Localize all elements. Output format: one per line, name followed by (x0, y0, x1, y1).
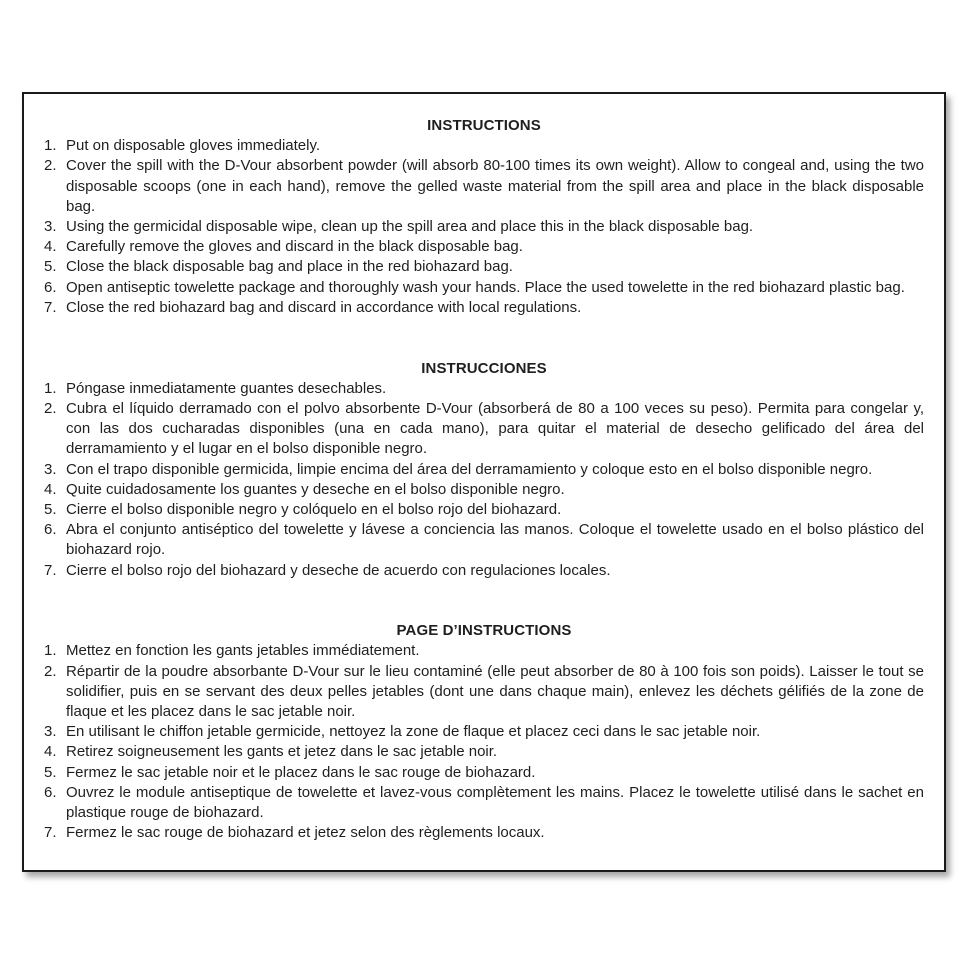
item-text: Mettez en fonction les gants jetables immédiatement. (66, 642, 420, 660)
instruction-list (44, 136, 924, 318)
list-item (44, 480, 924, 500)
item-text: Put on disposable gloves immediately. (66, 137, 321, 155)
item-number: 2. (44, 662, 57, 680)
item-text: Con el trapo disponible germicida, limpie encima del área del derramamiento y coloque esto en el bolso disponible negro. (66, 460, 873, 478)
list-item (44, 500, 924, 520)
section-english (44, 116, 924, 318)
item-number: 3. (44, 723, 57, 741)
item-text: Abra el conjunto antiséptico del towelette y lávese a conciencia las manos. Coloque el towelette usado en el bolso plástico del biohazard rojo. (66, 521, 924, 559)
item-text: Ouvrez le module antiseptique de towelette et lavez-vous complètement les mains. Placez le towelette utilisé dans le sachet en plastique rouge de biohazard. (66, 783, 924, 822)
item-text: Using the germicidal disposable wipe, clean up the spill area and place this in the black disposable bag. (66, 218, 754, 236)
list-item (44, 278, 924, 298)
item-text: Cierre el bolso rojo del biohazard y deseche de acuerdo con regulaciones locales. (66, 561, 611, 579)
list-item (44, 399, 924, 460)
instruction-card (22, 92, 946, 872)
item-number: 6. (44, 521, 57, 539)
item-number: 5. (44, 258, 57, 276)
item-text: Retirez soigneusement les gants et jetez dans le sac jetable noir. (66, 743, 498, 761)
item-text: Open antiseptic towelette package and thoroughly wash your hands. Place the used towelette in the red biohazard plastic bag. (66, 278, 905, 296)
section-title: INSTRUCCIONES (421, 359, 547, 377)
item-text: Cover the spill with the D-Vour absorbent powder (will absorb 80-100 times its own weight). Allow to congeal and, using the two disposable scoops (one in each hand), remove the gelled waste material from the spill area and place in the black disposable bag. (66, 157, 924, 215)
item-number: 6. (44, 783, 57, 801)
list-item (44, 257, 924, 277)
list-item (44, 520, 924, 560)
item-number: 1. (44, 642, 57, 660)
item-text: Répartir de la poudre absorbante D-Vour sur le lieu contaminé (elle peut absorber de 80 à 100 fois son poids). Laisser le tout se solidifier, puis en se servant des deux pelles jetables (dont une dans chaque main), enlevez les déchets gélifiés de la zone de flaque et les placez dans le sac jetable noir. (66, 662, 924, 721)
section-title: PAGE D’INSTRUCTIONS (396, 622, 572, 640)
instruction-list (44, 379, 924, 581)
list-item (44, 823, 924, 843)
item-text: Fermez le sac jetable noir et le placez dans le sac rouge de biohazard. (66, 763, 536, 781)
list-item (44, 379, 924, 399)
item-text: Carefully remove the gloves and discard in the black disposable bag. (66, 238, 523, 256)
item-text: Cierre el bolso disponible negro y colóquelo en el bolso rojo del biohazard. (66, 500, 562, 518)
item-number: 3. (44, 460, 57, 478)
list-item (44, 641, 924, 661)
item-number: 2. (44, 399, 57, 417)
item-text: En utilisant le chiffon jetable germicide, nettoyez la zone de flaque et placez ceci dans le sac jetable noir. (66, 723, 761, 741)
list-item (44, 237, 924, 257)
list-item (44, 217, 924, 237)
item-text: Close the red biohazard bag and discard in accordance with local regulations. (66, 298, 582, 316)
item-text: Fermez le sac rouge de biohazard et jetez selon des règlements locaux. (66, 824, 545, 842)
item-number: 3. (44, 218, 57, 236)
item-number: 1. (44, 137, 57, 155)
list-item (44, 783, 924, 823)
item-number: 7. (44, 298, 57, 316)
item-number: 1. (44, 379, 57, 397)
list-item (44, 722, 924, 742)
list-item (44, 763, 924, 783)
item-number: 2. (44, 157, 57, 175)
section-spanish (44, 359, 924, 581)
list-item (44, 662, 924, 723)
item-number: 7. (44, 824, 57, 842)
item-number: 6. (44, 278, 57, 296)
list-item (44, 298, 924, 318)
item-number: 4. (44, 743, 57, 761)
list-item (44, 156, 924, 217)
list-item (44, 561, 924, 581)
item-number: 4. (44, 480, 57, 498)
item-number: 5. (44, 763, 57, 781)
list-item (44, 460, 924, 480)
instruction-list (44, 641, 924, 843)
section-french (44, 621, 924, 843)
item-number: 4. (44, 238, 57, 256)
item-text: Close the black disposable bag and place in the red biohazard bag. (66, 258, 513, 276)
section-title: INSTRUCTIONS (427, 117, 541, 134)
item-text: Cubra el líquido derramado con el polvo absorbente D-Vour (absorberá de 80 a 100 veces su peso). Permita para congelar y, con las dos cucharadas disponibles (una en cada mano), para quitar el material de desecho gelificado del área del derramamiento y el lugar en el bolso disponible negro. (66, 399, 924, 458)
list-item (44, 136, 924, 156)
item-text: Quite cuidadosamente los guantes y deseche en el bolso disponible negro. (66, 480, 565, 498)
item-number: 7. (44, 561, 57, 579)
item-number: 5. (44, 500, 57, 518)
list-item (44, 742, 924, 762)
item-text: Póngase inmediatamente guantes desechables. (66, 379, 387, 397)
